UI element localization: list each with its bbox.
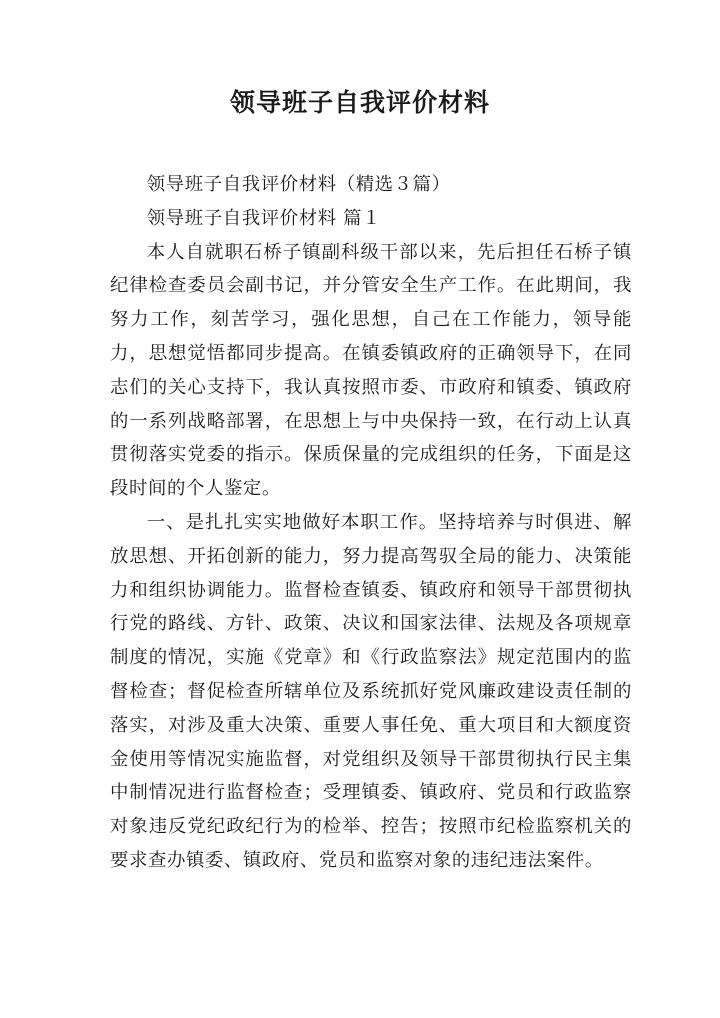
paragraph-subtitle: 领导班子自我评价材料（精选３篇） bbox=[146, 174, 451, 195]
paragraph-point-one: 一、是扎扎实实地做好本职工作。坚持培养与时俱进、解放思想、开拓创新的能力，努力提高驾驭全局的能力、决策能力和组织协调能力。监督检查镇委、镇政府和领导干部贯彻执行党的路线、方针、政策、决议和国家法律、法规及各项规章制度的情况，实施《党章》和《行政监察法》规定范围内的监督检查；督促检查所辖单位及系统抓好党风廉政建设责任制的落实，对涉及重大决策、重要人事任免、重大项目和大额度资金使用等情况实施监督，对党组织及领导干部贯彻执行民主集中制情况进行监督检查；受理镇委、镇政府、党员和行政监察对象违反党纪政纪行为的检举、控告；按照市纪检监察机关的要求查办镇委、镇政府、党员和监察对象的违纪违法案件。 bbox=[110, 511, 632, 871]
document-title: 领导班子自我评价材料 bbox=[229, 88, 490, 117]
paragraph-section-heading: 领导班子自我评价材料 篇１ bbox=[146, 207, 382, 229]
paragraph-intro: 本人自就职石桥子镇副科级干部以来，先后担任石桥子镇纪律检查委员会副书记，并分管安全生产工作。在此期间，我努力工作，刻苦学习，强化思想，自己在工作能力，领导能力，思想觉悟都同步提高。在镇委镇政府的正确领导下，在同志们的关心支持下，我认真按照市委、市政府和镇委、镇政府的一系列战略部署，在思想上与中央保持一致，在行动上认真贯彻落实党委的指示。保质保量的完成组织的任务，下面是这段时间的个人鉴定。 bbox=[110, 241, 632, 500]
document-body bbox=[110, 168, 632, 878]
